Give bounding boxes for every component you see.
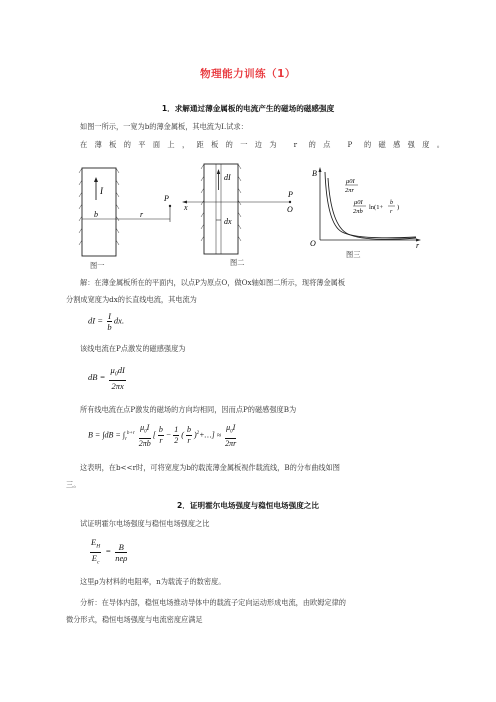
fig1-label-I: I (100, 186, 103, 196)
equation-hall-ratio: $\frac{E_H}{E_c}$ = $\frac{B}{\text{neρ}}$ (91, 537, 128, 566)
fig3-curve1-num: μ0I (346, 178, 355, 185)
fig3-curve2-ln: ln(1+ (369, 204, 384, 211)
fig2-label-O: O (287, 205, 293, 214)
fig3-curve2-frac-num: b (390, 200, 393, 206)
fig3-curve2-frac-den: r (390, 209, 393, 215)
fig2-label-P: P (288, 190, 293, 199)
fig3-curve2-num: μ0I (354, 199, 363, 206)
figure-2-diagram (180, 162, 300, 258)
fig3-curve1-den: 2πr (345, 187, 355, 194)
problem-question: 在薄板的平面上，距板的一边为 r 的点 P 的磁感强度。 (80, 140, 446, 149)
analysis-line-1: 分析：在导体内部，稳恒电场推动导体中的载流子定向运动形成电流，由欧姆定律的 (80, 598, 346, 607)
total-field-text: 所有线电流在点P激发的磁场的方向均相同，因而点P的磁感强度B为 (80, 405, 297, 414)
figure-3-caption: 图三 (346, 250, 361, 259)
field-text: 该线电流在P点激发的磁感强度为 (80, 344, 186, 353)
fig3-label-O: O (310, 239, 316, 248)
analysis-line-2: 微分形式，稳恒电场强度与电流密度应满足 (66, 615, 203, 624)
equation-dI: dI = $\frac{I}{b}$ dx. (88, 311, 125, 332)
section2-intro: 试证明霍尔电场强度与稳恒电场强度之比 (80, 519, 210, 528)
fig3-curve2-den: 2πb (353, 208, 363, 215)
conclusion-line-1: 这表明，在b<<r时，可将宽度为b的载流薄金属板视作载流线，B的分布曲线如图 (80, 463, 340, 472)
figure-2-caption: 图二 (230, 258, 245, 267)
figure-1-caption: 图一 (90, 261, 105, 270)
fig3-label-B: B (312, 169, 317, 178)
fig2-label-dx: dx (224, 217, 232, 226)
section2-heading: 2．证明霍尔电场强度与稳恒电场强度之比 (177, 501, 319, 510)
fig1-label-r: r (140, 210, 144, 219)
section1-heading: 1．求解通过薄金属板的电流产生的磁场的磁感强度 (161, 104, 335, 113)
fig1-label-b: b (94, 210, 98, 219)
conclusion-line-2: 三。 (66, 480, 81, 489)
fig2-label-x: x (184, 203, 188, 212)
figure-1-diagram (74, 166, 184, 260)
fig3-curve2-close: ) (397, 204, 400, 211)
equation-dB: dB = $\frac{\mu_0dI}{2\pi x}$ (88, 365, 125, 391)
figure-3-graph (306, 164, 424, 248)
solution-line-1: 解：在薄金属板所在的平面内，以点P为原点O，做Ox轴如图二所示，现将薄金属板 (80, 278, 346, 287)
fig1-label-P: P (164, 194, 169, 203)
solution-line-2: 分割成宽度为dx的长直线电流，其电流为 (66, 295, 197, 304)
fig2-label-dI: dI (224, 173, 231, 182)
fig3-label-r: r (416, 241, 420, 248)
page-title: 物理能力训练（1） (200, 68, 296, 80)
problem-intro: 如图一所示，一宽为b的薄金属板，其电流为I.试求： (80, 122, 248, 131)
section2-definitions: 这里ρ为材料的电阻率，n为载流子的数密度。 (80, 577, 226, 586)
equation-B-integral: $B = \int dB = \int_r^{b+r}$ $\frac{\mu_0I}{2\pi b}$ [ $\frac{b}{r}$ − $\frac{1}{2}$ ( $\frac{b}{r}$ )$^2$+…] ≈ $\frac{\mu_0I}{2\pi r}$ (88, 423, 237, 448)
